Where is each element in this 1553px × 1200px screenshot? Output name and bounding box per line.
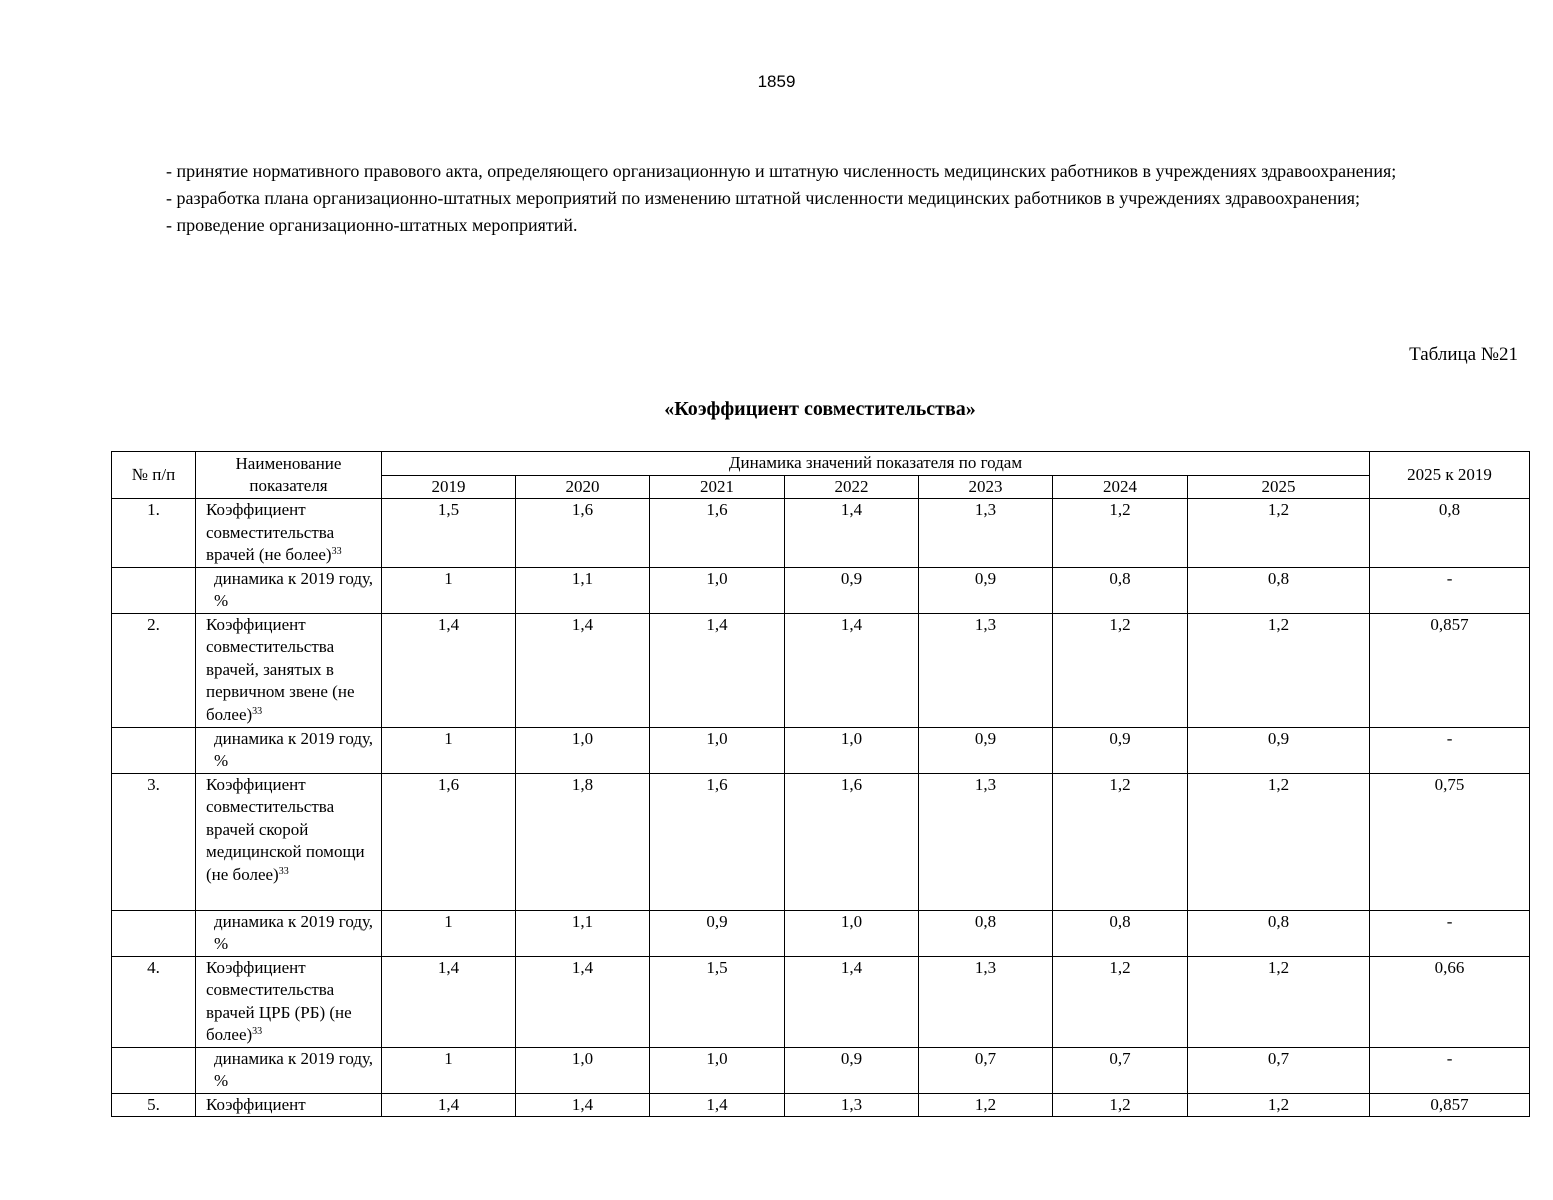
year-value: 1,1 [516,567,650,613]
year-value: 1,3 [919,613,1053,727]
year-value: 1,2 [1188,499,1370,568]
header-num: № п/п [112,452,196,499]
year-value: 1,2 [1188,773,1370,910]
paragraph: - разработка плана организационно-штатных мероприятий по изменению штатной численности медицинских работников в учреждениях здравоохранения; [166,188,1360,208]
header-year: 2019 [382,475,516,499]
table-row-dynamics [112,567,1530,613]
year-value: 0,7 [1188,1047,1370,1093]
header-dynamics: Динамика значений показателя по годам [382,452,1370,476]
year-value: 0,9 [919,727,1053,773]
table-row-dynamics [112,1047,1530,1093]
row-number: 3. [112,773,196,910]
ratio-value: - [1370,910,1530,956]
ratio-value: - [1370,727,1530,773]
table-body [112,499,1530,1117]
year-value: 1,0 [785,727,919,773]
year-value: 1,4 [650,613,785,727]
ratio-value: 0,66 [1370,956,1530,1047]
row-number [112,567,196,613]
year-value: 1,6 [785,773,919,910]
year-value: 1 [382,1047,516,1093]
year-value: 0,9 [785,1047,919,1093]
year-value: 0,8 [1188,567,1370,613]
year-value: 1,4 [382,613,516,727]
year-value: 1,4 [516,956,650,1047]
year-value: 1,3 [919,499,1053,568]
row-number: 1. [112,499,196,568]
year-value: 1,0 [516,1047,650,1093]
table-row [112,499,1530,568]
indicator-name [196,773,382,910]
year-value: 0,8 [1188,910,1370,956]
year-value: 1,4 [785,499,919,568]
footnote-mark: 33 [278,865,289,877]
body-text [111,158,1441,239]
year-value: 0,7 [919,1047,1053,1093]
indicator-name-text: динамика к 2019 году, % [214,1048,374,1090]
year-value: 1,0 [650,1047,785,1093]
year-value: 1,2 [1053,613,1188,727]
year-value: 0,8 [1053,910,1188,956]
year-value: 1,3 [919,773,1053,910]
year-value: 0,8 [919,910,1053,956]
year-value: 0,9 [1188,727,1370,773]
coefficient-table [111,451,1530,1117]
year-value: 1,2 [1188,956,1370,1047]
indicator-name-text: динамика к 2019 году, % [214,728,374,770]
header-name: Наименование показателя [196,452,382,499]
table-title: «Коэффициент совместительства» [664,398,976,420]
year-value: 1,4 [382,956,516,1047]
year-value: 0,8 [1053,567,1188,613]
indicator-name-text: Коэффициент совместительства врачей скорой медицинской помощи (не более) [206,774,365,884]
indicator-name-text: Коэффициент совместительства врачей (не более) [206,500,335,564]
header-year: 2022 [785,475,919,499]
table-label: Таблица №21 [1409,344,1518,365]
footnote-mark: 33 [252,705,263,717]
year-value: 1,2 [1053,956,1188,1047]
table-row-dynamics [112,727,1530,773]
year-value: 1,0 [650,727,785,773]
year-value: 0,9 [919,567,1053,613]
year-value: 1,6 [650,499,785,568]
row-number: 5. [112,1093,196,1117]
header-row [112,452,1530,476]
row-number [112,727,196,773]
year-value: 1,0 [650,567,785,613]
ratio-value: 0,857 [1370,1093,1530,1117]
indicator-name-text: Коэффициент совместительства врачей ЦРБ (РБ) (не более) [206,957,352,1044]
indicator-name-text: Коэффициент совместительства врачей, занятых в первичном звене (не более) [206,614,355,724]
year-value: 0,7 [1053,1047,1188,1093]
header-year: 2023 [919,475,1053,499]
footnote-mark: 33 [331,546,342,557]
year-value: 1,3 [919,956,1053,1047]
year-value: 1,4 [516,613,650,727]
year-value: 1 [382,727,516,773]
footnote-mark: 33 [252,1026,263,1037]
year-value: 0,9 [1053,727,1188,773]
indicator-name-text: динамика к 2019 году, % [214,911,374,953]
ratio-value: - [1370,1047,1530,1093]
indicator-name [196,567,382,613]
year-value: 1,4 [785,613,919,727]
indicator-name [196,1093,382,1117]
header-ratio: 2025 к 2019 [1370,452,1530,499]
year-value: 1,6 [650,773,785,910]
ratio-value: 0,857 [1370,613,1530,727]
year-value: 1,0 [516,727,650,773]
table-row [112,1093,1530,1117]
header-year: 2025 [1188,475,1370,499]
year-value: 1,6 [516,499,650,568]
indicator-name [196,499,382,568]
indicator-name [196,727,382,773]
header-year: 2024 [1053,475,1188,499]
ratio-value: 0,75 [1370,773,1530,910]
indicator-name [196,613,382,727]
year-value: 1,4 [516,1093,650,1117]
row-number: 4. [112,956,196,1047]
year-value: 1,1 [516,910,650,956]
year-value: 1,6 [382,773,516,910]
year-value: 1,5 [382,499,516,568]
year-value: 1,3 [785,1093,919,1117]
row-number: 2. [112,613,196,727]
year-value: 1,2 [1188,1093,1370,1117]
paragraph: - принятие нормативного правового акта, определяющего организационную и штатную численность медицинских работников в учреждениях здравоохранения; [166,161,1397,181]
row-number [112,910,196,956]
table-row [112,773,1530,910]
header-year: 2021 [650,475,785,499]
year-value: 1,2 [1053,499,1188,568]
page-number: 1859 [757,72,796,91]
year-value: 1,0 [785,910,919,956]
year-value: 1 [382,910,516,956]
year-value: 1,4 [650,1093,785,1117]
year-value: 1,2 [1053,1093,1188,1117]
ratio-value: - [1370,567,1530,613]
year-value: 1,2 [1053,773,1188,910]
indicator-name [196,956,382,1047]
year-value: 1,2 [1188,613,1370,727]
year-value: 1,8 [516,773,650,910]
indicator-name-text: Коэффициент [206,1094,306,1114]
header-year: 2020 [516,475,650,499]
indicator-name [196,1047,382,1093]
year-value: 1 [382,567,516,613]
indicator-name-text: динамика к 2019 году, % [214,568,374,610]
table-row-dynamics [112,910,1530,956]
ratio-value: 0,8 [1370,499,1530,568]
paragraph: - проведение организационно-штатных мероприятий. [166,215,578,235]
year-value: 1,2 [919,1093,1053,1117]
year-value: 1,4 [785,956,919,1047]
year-value: 1,4 [382,1093,516,1117]
row-number [112,1047,196,1093]
indicator-name [196,910,382,956]
table-row [112,956,1530,1047]
year-value: 0,9 [785,567,919,613]
table-row [112,613,1530,727]
year-value: 1,5 [650,956,785,1047]
year-value: 0,9 [650,910,785,956]
